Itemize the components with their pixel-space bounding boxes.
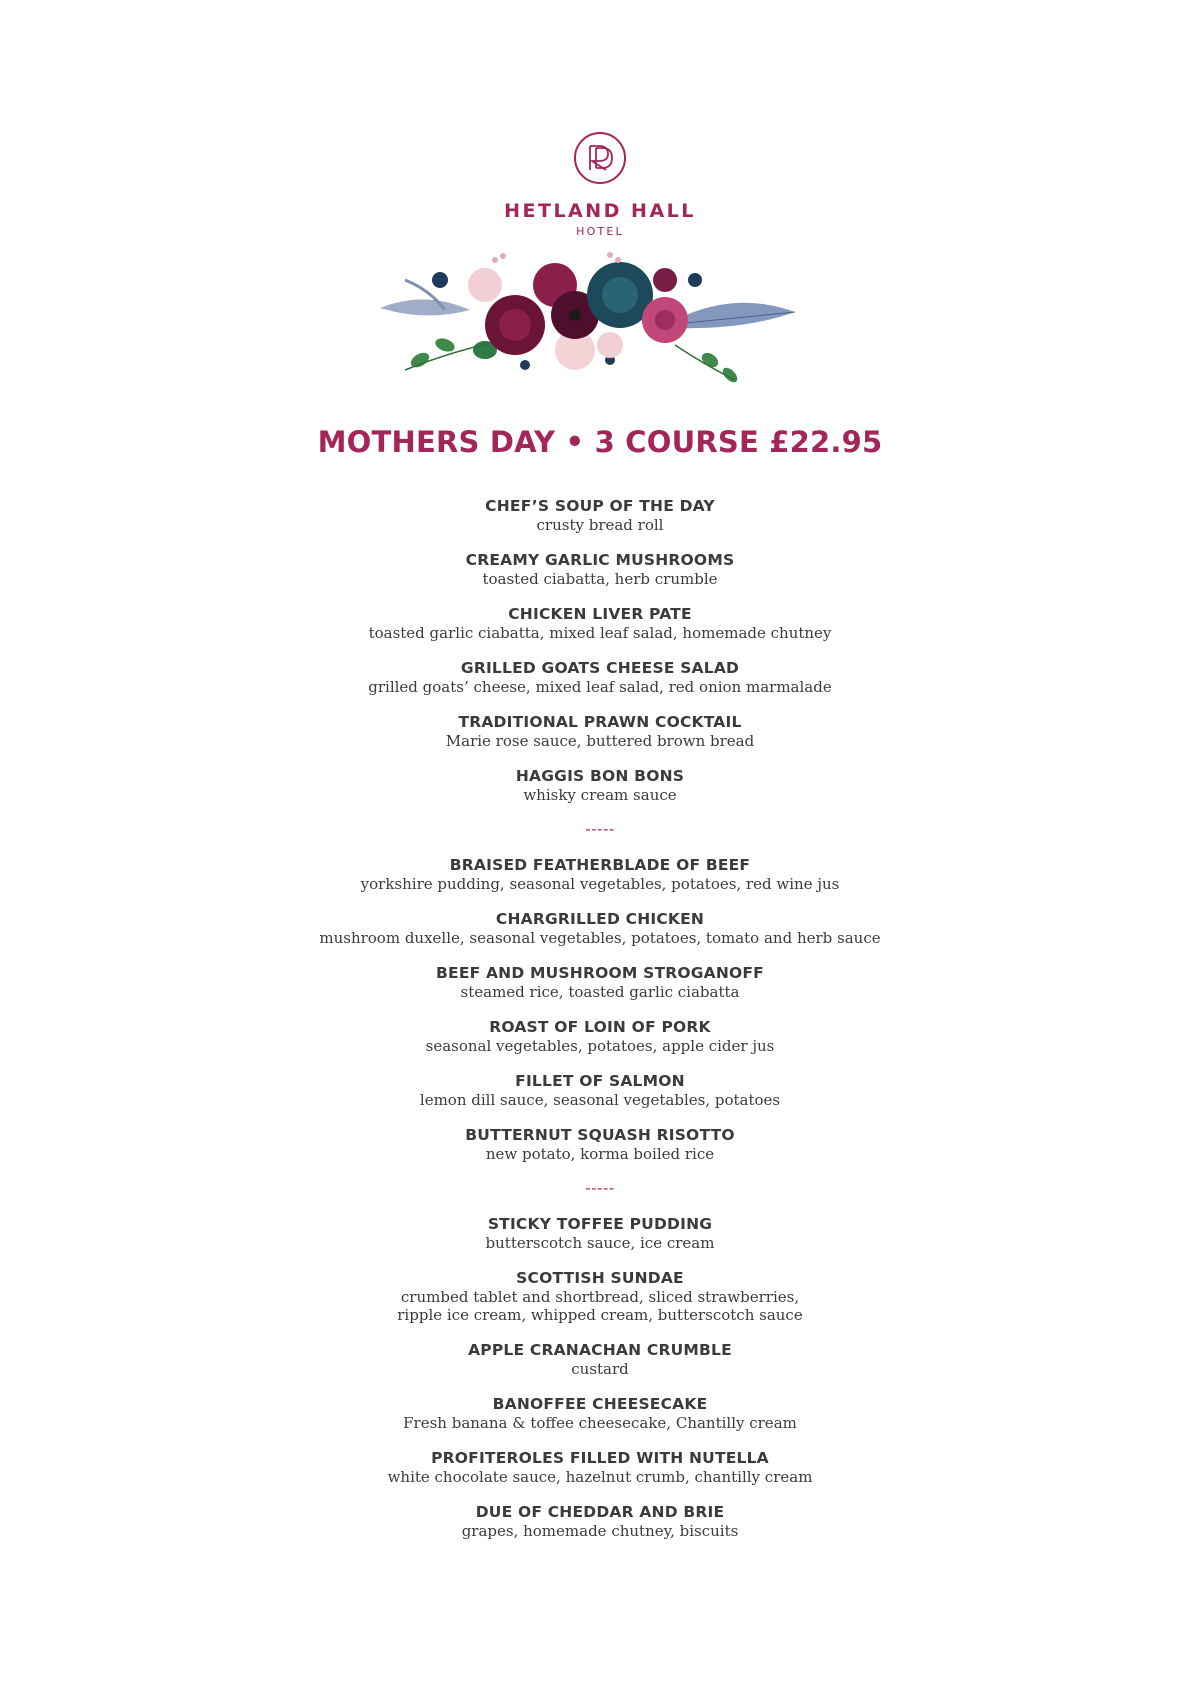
menu-item	[0, 1018, 1200, 1055]
dish-name: BUTTERNUT SQUASH RISOTTO	[465, 1126, 735, 1144]
menu-item	[0, 1126, 1200, 1163]
menu-item	[0, 1503, 1200, 1540]
hotel-logo	[0, 130, 1200, 238]
dish-name: GRILLED GOATS CHEESE SALAD	[460, 659, 740, 677]
dish-description: lemon dill sauce, seasonal vegetables, potatoes	[419, 1091, 781, 1109]
menu-item	[0, 1395, 1200, 1432]
menu-item	[0, 910, 1200, 947]
dish-name: BRAISED FEATHERBLADE OF BEEF	[449, 856, 751, 874]
dish-name: CREAMY GARLIC MUSHROOMS	[465, 551, 735, 569]
dish-name: HAGGIS BON BONS	[515, 767, 685, 785]
dish-description: mushroom duxelle, seasonal vegetables, potatoes, tomato and herb sauce	[319, 929, 881, 947]
dish-description: ripple ice cream, whipped cream, butterscotch sauce	[397, 1306, 803, 1324]
menu-item	[0, 1449, 1200, 1486]
dish-name: ROAST OF LOIN OF PORK	[489, 1018, 711, 1036]
dish-description: custard	[571, 1360, 629, 1378]
dish-name: CHARGRILLED CHICKEN	[495, 910, 705, 928]
menu-item	[0, 1269, 1200, 1324]
dish-name: STICKY TOFFEE PUDDING	[487, 1215, 713, 1233]
dish-description: grilled goats’ cheese, mixed leaf salad, red onion marmalade	[368, 678, 832, 696]
hotel-subtitle: HOTEL	[576, 225, 624, 238]
dish-name: CHEF’S SOUP OF THE DAY	[485, 497, 715, 515]
dish-name: FILLET OF SALMON	[515, 1072, 685, 1090]
dish-name: TRADITIONAL PRAWN COCKTAIL	[458, 713, 742, 731]
dish-description: Marie rose sauce, buttered brown bread	[445, 732, 755, 750]
dish-name: CHICKEN LIVER PATE	[508, 605, 692, 623]
menu-item	[0, 964, 1200, 1001]
course-separator: -----	[585, 820, 615, 838]
floral-bouquet-illustration	[375, 250, 815, 410]
dish-name: BEEF AND MUSHROOM STROGANOFF	[436, 964, 764, 982]
dish-description: toasted garlic ciabatta, mixed leaf salad, homemade chutney	[368, 624, 832, 642]
dish-description: seasonal vegetables, potatoes, apple cider jus	[425, 1037, 775, 1055]
menu-item	[0, 659, 1200, 696]
dish-description: crumbed tablet and shortbread, sliced strawberries,	[400, 1288, 800, 1306]
menu-list	[0, 497, 1200, 1540]
dish-name: DUE OF CHEDDAR AND BRIE	[475, 1503, 725, 1521]
menu-title: MOTHERS DAY • 3 COURSE £22.95	[317, 425, 883, 459]
course-separator: -----	[585, 1179, 615, 1197]
dish-description: steamed rice, toasted garlic ciabatta	[460, 983, 740, 1001]
menu-item	[0, 713, 1200, 750]
dish-description: grapes, homemade chutney, biscuits	[461, 1522, 739, 1540]
menu-item	[0, 497, 1200, 534]
menu-item	[0, 1341, 1200, 1378]
dish-description: Fresh banana & toffee cheesecake, Chantilly cream	[403, 1414, 797, 1432]
dish-name: SCOTTISH SUNDAE	[516, 1269, 684, 1287]
menu-item	[0, 1215, 1200, 1252]
dish-name: BANOFFEE CHEESECAKE	[492, 1395, 708, 1413]
monogram-logo-icon	[572, 130, 628, 186]
menu-item	[0, 1072, 1200, 1109]
menu-item	[0, 605, 1200, 642]
dish-description: toasted ciabatta, herb crumble	[482, 570, 718, 588]
menu-item	[0, 856, 1200, 893]
dish-description: crusty bread roll	[536, 516, 664, 534]
dish-name: APPLE CRANACHAN CRUMBLE	[468, 1341, 732, 1359]
dish-description: white chocolate sauce, hazelnut crumb, chantilly cream	[387, 1468, 813, 1486]
menu-item	[0, 551, 1200, 588]
hotel-name: HETLAND HALL	[504, 200, 696, 222]
dish-description: new potato, korma boiled rice	[485, 1145, 715, 1163]
dish-description: yorkshire pudding, seasonal vegetables, potatoes, red wine jus	[360, 875, 840, 893]
menu-item	[0, 767, 1200, 804]
dish-description: whisky cream sauce	[523, 786, 677, 804]
dish-description: butterscotch sauce, ice cream	[485, 1234, 715, 1252]
dish-name: PROFITEROLES FILLED WITH NUTELLA	[431, 1449, 769, 1467]
